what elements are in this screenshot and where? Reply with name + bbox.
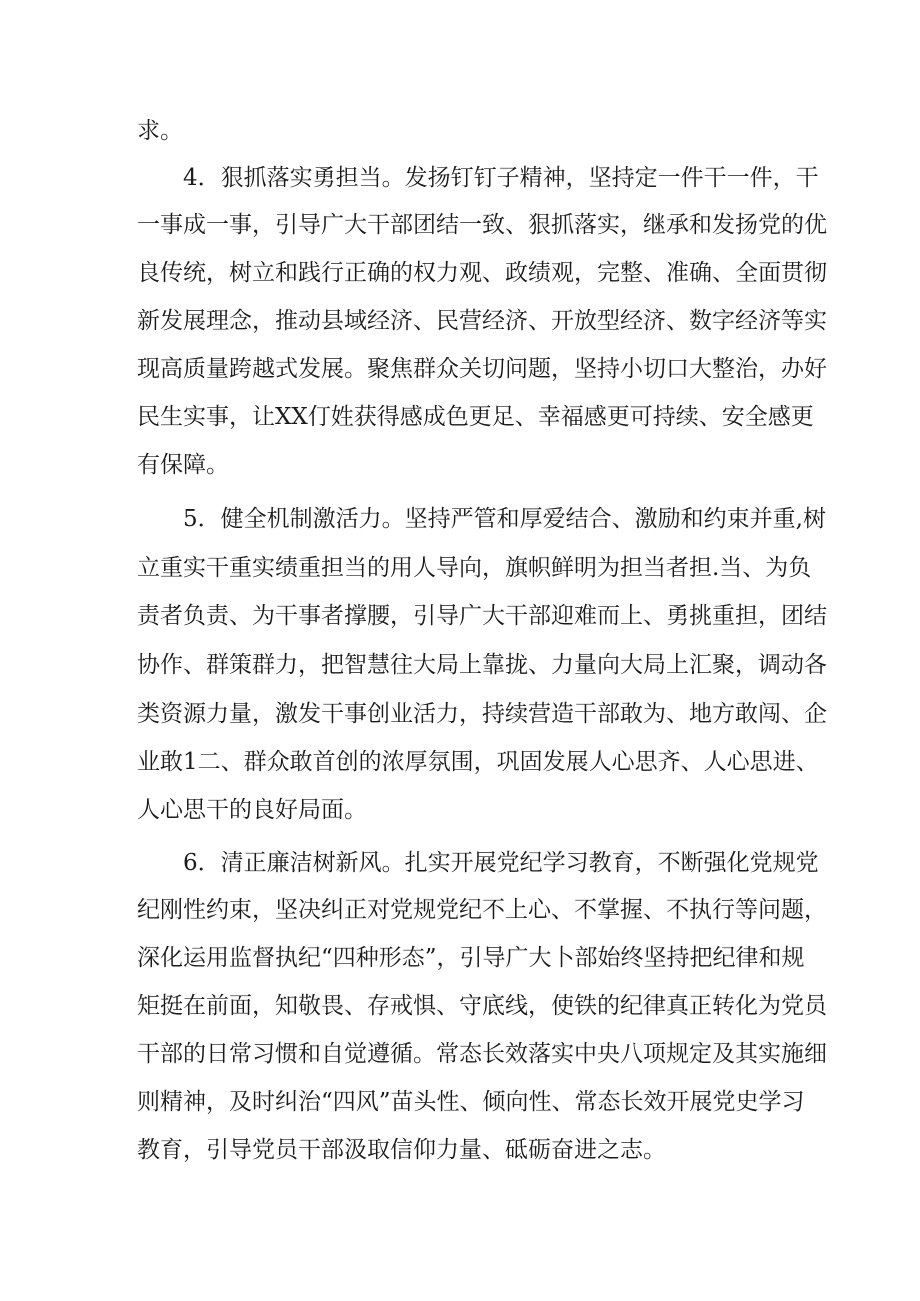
text-line: 求。 — [137, 118, 183, 144]
paragraph-6-heading: 6．清正廉洁树新风。扎实开展党纪学习教育，不断强化党规党 — [183, 850, 819, 876]
text-line: 业敢1二、群众敢首创的浓厚氛围，巩固发展人心思齐、人心思进、 — [137, 749, 819, 775]
text-line: 纪刚性约束，坚决纠正对党规党纪不上心、不掌握、不执行等问题， — [137, 897, 827, 923]
text-line: 一事成一事，引导广大干部团结一致、狠抓落实，继承和发扬党的优 — [137, 212, 827, 238]
text-line: 矩挺在前面，知敬畏、存戒惧、守底线，使铁的纪律真正转化为党员 — [137, 993, 827, 1019]
text-line: 责者负责、为干事者撑腰，引导广大干部迎难而上、勇挑重担，团结 — [137, 603, 827, 629]
text-line: 协作、群策群力，把智慧往大局上靠拢、力量向大局上汇聚，调动各 — [137, 652, 827, 678]
text-line: 人心思干的良好局面。 — [137, 797, 367, 823]
paragraph-5-heading: 5．健全机制激活力。坚持严管和厚爱结合、激励和约束并重,树 — [183, 506, 826, 532]
text-line: 新发展理念，推动县域经济、民营经济、开放型经济、数字经济等实 — [137, 308, 827, 334]
text-line: 类资源力量，激发干事创业活力，持续营造干部敢为、地方敢闯、企 — [137, 701, 827, 727]
paragraph-4-heading: 4．狠抓落实勇担当。发扬钉钉子精神，坚持定一件干一件，干 — [183, 165, 819, 191]
text-line: 立重实干重实绩重担当的用人导向，旗帜鲜明为担当者担.当、为负 — [137, 555, 812, 581]
text-line: 良传统，树立和践行正确的权力观、政绩观，完整、准确、全面贯彻 — [137, 260, 827, 286]
text-line: 则精神，及时纠治“四风”苗头性、倾向性、常态长效开展党史学习 — [137, 1089, 805, 1115]
text-line: 有保障。 — [137, 452, 229, 478]
text-line: 干部的日常习惯和自觉遵循。常态长效落实中央八项规定及其实施细 — [137, 1041, 827, 1067]
text-line: 深化运用监督执纪“四种形态”，引导广大卜部始终坚持把纪律和规 — [137, 945, 805, 971]
text-line: 教育，引导党员干部汲取信仰力量、砥砺奋进之志。 — [137, 1137, 666, 1163]
text-line: 现高质量跨越式发展。聚焦群众关切问题，坚持小切口大整治，办好 — [137, 356, 827, 382]
text-line: 民生实事，让XX仃姓获得感成色更足、幸福感更可持续、安全感更 — [137, 404, 814, 430]
